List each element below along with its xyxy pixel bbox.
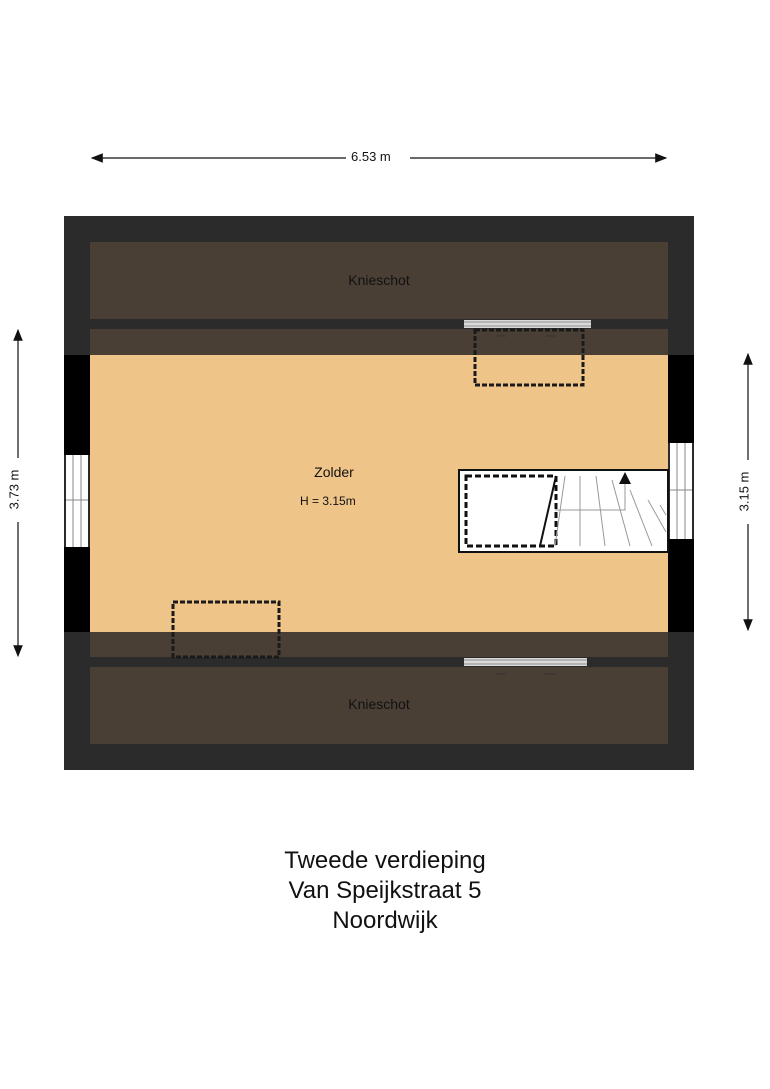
room-label-zolder: Zolder	[314, 464, 354, 480]
right-wall-segment	[668, 355, 694, 443]
room-height-zolder: H = 3.15m	[300, 494, 356, 508]
dimension-label-left: 3.73 m	[6, 467, 21, 513]
dimension-label-right: 3.15 m	[736, 469, 751, 515]
attic-strip-bottom	[90, 632, 668, 657]
address-city: Noordwijk	[332, 907, 438, 934]
dimension-label-top: 6.53 m	[348, 149, 394, 164]
left-wall-segment	[64, 355, 90, 455]
window-left	[66, 455, 88, 547]
room-label-knieschot-top: Knieschot	[348, 272, 410, 288]
address-street: Van Speijkstraat 5	[288, 877, 482, 904]
attic-strip-top	[90, 329, 668, 355]
floor-title: Tweede verdieping	[284, 847, 486, 874]
right-wall-segment	[668, 539, 694, 632]
room-label-knieschot-bottom: Knieschot	[348, 696, 410, 712]
window-right	[670, 443, 692, 539]
left-wall-segment	[64, 547, 90, 632]
staircase	[459, 470, 668, 552]
